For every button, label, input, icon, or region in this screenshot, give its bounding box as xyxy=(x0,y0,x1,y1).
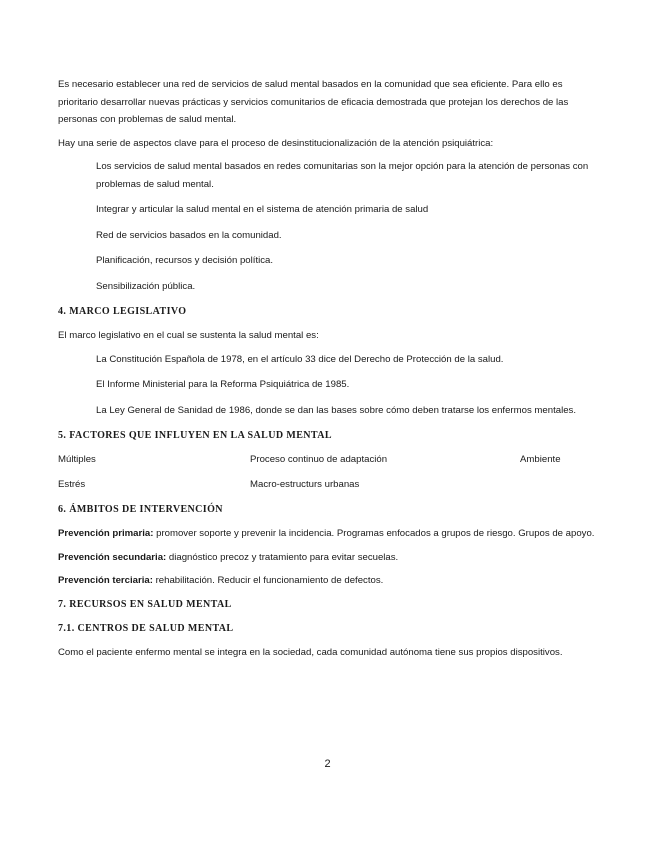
document-page xyxy=(58,76,598,667)
intervention-item xyxy=(58,572,598,590)
intro-paragraph: Es necesario establecer una red de servicios de salud mental basados en la comunidad que sea eficiente. Para ello es prioritario desarrollar nuevas prácticas y servicios comunitarios de eficacia demostrada que protejan los derechos de las personas con problemas de salud mental. xyxy=(58,79,569,125)
subsection-heading: 7.1. CENTROS DE SALUD MENTAL xyxy=(58,622,234,634)
section-heading: 6. ÁMBITOS DE INTERVENCIÓN xyxy=(58,504,223,515)
factor-cell xyxy=(520,476,598,493)
intervention-label: Prevención terciaria: xyxy=(58,575,153,586)
factor-cell: Múltiples xyxy=(58,454,96,465)
section-intro: El marco legislativo en el cual se sustenta la salud mental es: xyxy=(58,330,319,341)
intervention-label: Prevención primaria: xyxy=(58,528,154,539)
intervention-text: rehabilitación. Reducir el funcionamiento de defectos. xyxy=(152,575,384,586)
list-item: Integrar y articular la salud mental en el sistema de atención primaria de salud xyxy=(96,204,429,215)
intervention-item xyxy=(58,549,598,567)
list-item: Planificación, recursos y decisión política. xyxy=(96,255,274,266)
list-item: Sensibilización pública. xyxy=(96,280,196,292)
factor-cell: Macro-estructurs urbanas xyxy=(250,479,360,490)
intervention-label: Prevención secundaria: xyxy=(58,551,167,563)
list-item: Red de servicios basados en la comunidad. xyxy=(96,229,282,241)
factors-row xyxy=(58,451,598,468)
list-item: La Ley General de Sanidad de 1986, donde se dan las bases sobre cómo deben tratarse los enfermos mentales. xyxy=(96,404,576,416)
factor-cell: Estrés xyxy=(58,479,86,490)
page-number: 2 xyxy=(324,758,331,770)
factor-cell: Proceso continuo de adaptación xyxy=(250,454,388,465)
section-heading: 4. MARCO LEGISLATIVO xyxy=(58,306,187,317)
section-paragraph: Como el paciente enfermo mental se integra en la sociedad, cada comunidad autónoma tiene sus propios dispositivos. xyxy=(58,646,563,658)
factors-row xyxy=(58,476,598,493)
factor-cell: Ambiente xyxy=(520,454,561,465)
section-heading: 5. FACTORES QUE INFLUYEN EN LA SALUD MENTAL xyxy=(58,430,332,441)
list-item: Los servicios de salud mental basados en redes comunitarias son la mejor opción para la atención de personas con problemas de salud mental. xyxy=(96,161,589,190)
intervention-text: diagnóstico precoz y tratamiento para evitar secuelas. xyxy=(166,551,399,563)
section-heading: 7. RECURSOS EN SALUD MENTAL xyxy=(58,598,232,610)
intro-paragraph: Hay una serie de aspectos clave para el proceso de desinstitucionalización de la atención psiquiátrica: xyxy=(58,137,494,149)
list-item: El Informe Ministerial para la Reforma Psiquiátrica de 1985. xyxy=(96,379,350,390)
list-item: La Constitución Española de 1978, en el artículo 33 dice del Derecho de Protección de la salud. xyxy=(96,353,504,365)
intervention-text: promover soporte y prevenir la incidencia. Programas enfocados a grupos de riesgo. Grupos de apoyo. xyxy=(153,528,595,539)
intervention-item xyxy=(58,525,598,543)
